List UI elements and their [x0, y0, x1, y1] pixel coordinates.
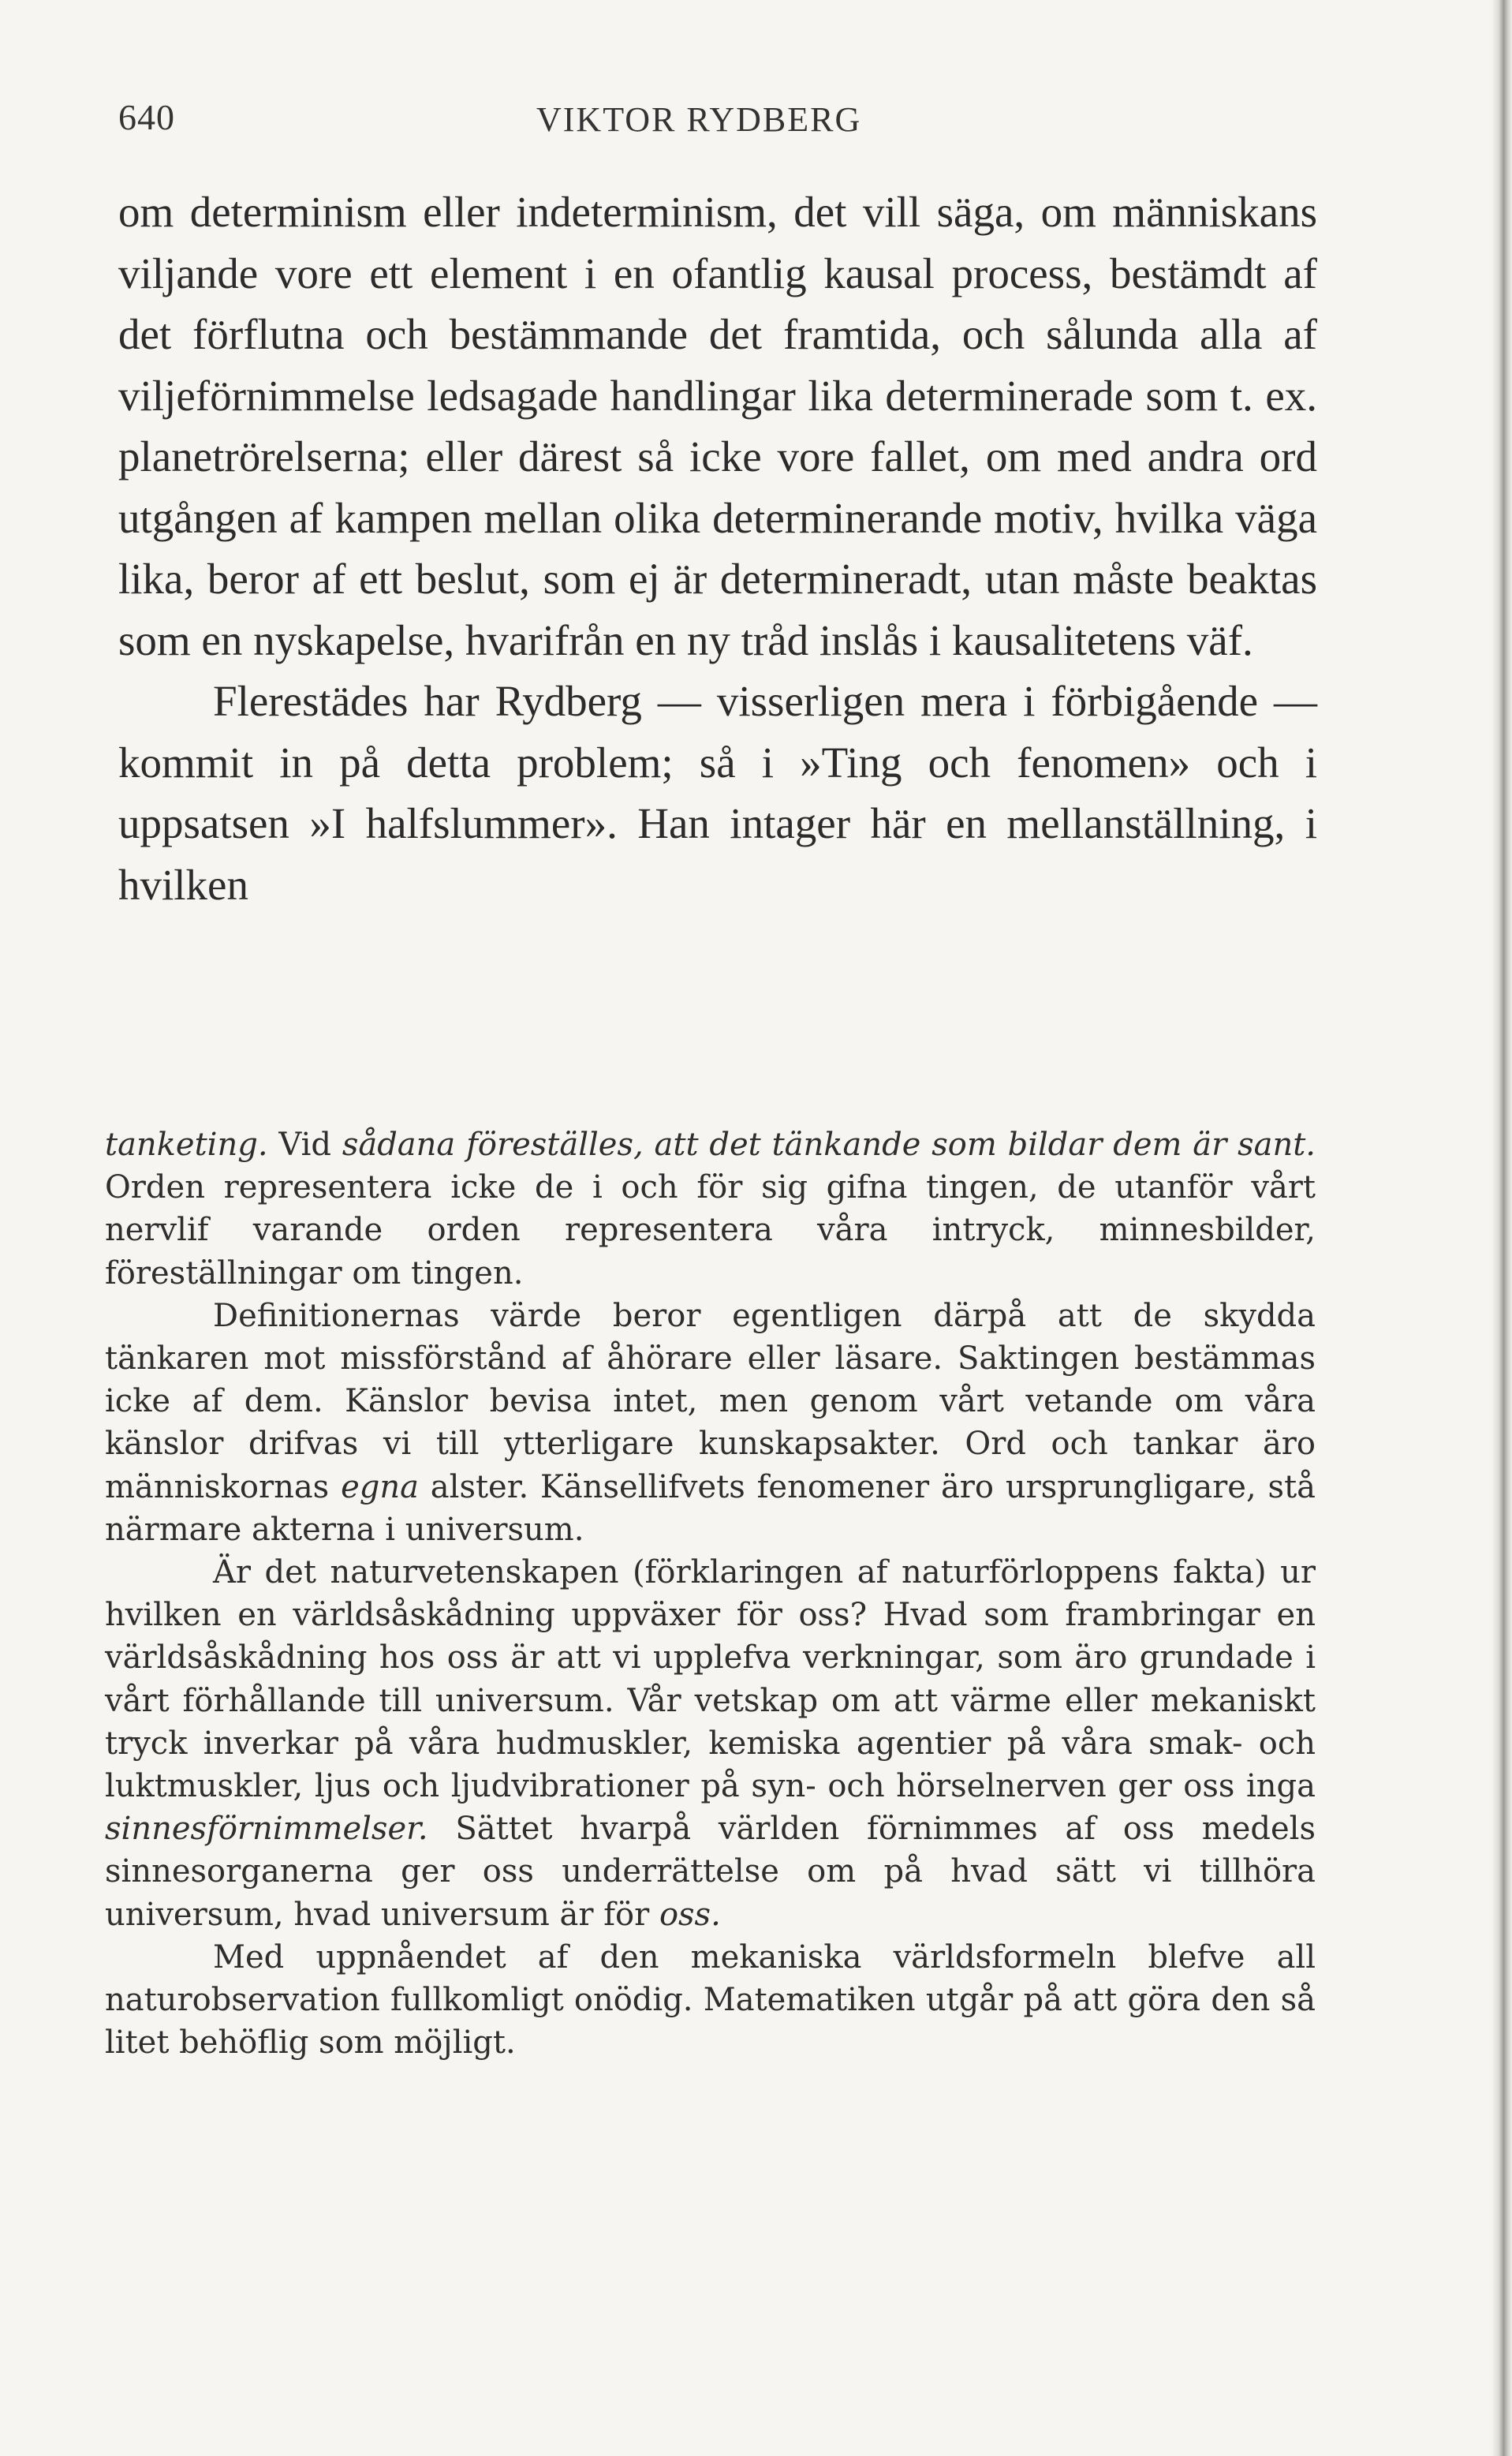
page-number: 640 [118, 97, 175, 137]
note-paragraph [105, 1295, 1316, 1551]
note-italic: egna [341, 1468, 419, 1505]
notes-section [105, 1123, 1316, 2064]
note-paragraph [105, 1123, 1316, 1295]
note-text: alster. Känsellifvets fenomener äro ursprungligare, stå närmare akterna i universum. [105, 1468, 1316, 1548]
note-paragraph: Med uppnåendet af den mekaniska världsformeln blefve all naturobservation fullkomligt onödig. Matematiken utgår på att göra den så litet behöflig som möjligt. [105, 1938, 1316, 2062]
note-paragraph [105, 1551, 1316, 1936]
page-header [118, 96, 1325, 151]
note-text: Vid [267, 1127, 342, 1163]
note-italic: oss. [659, 1896, 721, 1933]
main-paragraph: Flerestädes har Rydberg — visserligen mera i förbigående — kommit in på detta problem; så i »Ting och fenomen» och i uppsatsen »I halfslummer». Han intager här en mellanställning, i hvilken [118, 677, 1317, 909]
running-head: VIKTOR RYDBERG [536, 100, 862, 139]
main-paragraph: om determinism eller indeterminism, det vill säga, om människans viljande vore ett element i en ofantlig kausal process, bestämdt af det förflutna och bestämmande det framtida, och sålunda alla af viljeförnimmelse ledsagade handlingar lika determinerade som t. ex. planetrörelserna; eller därest så icke vore fallet, om med andra ord utgången af kampen mellan olika determinerande motiv, hvilka väga lika, beror af ett beslut, som ej är determineradt, utan måste beaktas som en nyskapelse, hvarifrån en ny tråd inslås i kausalitetens väf. [118, 188, 1317, 664]
note-text: Definitionernas värde beror egentligen därpå att de skydda tänkaren mot missförstånd af åhörare eller läsare. Saktingen bestämmas icke af dem. Känslor bevisa intet, men genom vårt vetande om våra känslor drifvas vi till ytterligare kunskapsakter. Ord och tankar äro människornas [105, 1297, 1316, 1505]
note-italic: tanketing. [105, 1127, 268, 1163]
note-italic: sinnesförnimmelser. [105, 1811, 428, 1848]
main-text [118, 181, 1317, 915]
note-text: Sättet hvarpå världen förnimmes af oss medels sinnesorganerna ger oss underrättelse om på hvad sätt vi tillhöra universum, hvad universum är för [105, 1811, 1316, 1933]
note-text: Orden representera icke de i och för sig gifna tingen, de utanför vårt nervlif varande orden representera våra intryck, minnesbilder, föreställningar om tingen. [105, 1169, 1316, 1292]
note-text: Är det naturvetenskapen (förklaringen af naturförloppens fakta) ur hvilken en världsåskådning uppväxer för oss? Hvad som frambringar en världsåskådning hos oss är att vi upplefva verkningar, som äro grundade i vårt förhållande till universum. Vår vetskap om att värme eller mekaniskt tryck inverkar på våra hudmuskler, kemiska agentier på våra smak- och luktmuskler, ljus och ljudvibrationer på syn- och hörselnerven ger oss inga [105, 1554, 1316, 1805]
page-edge [1491, 0, 1512, 2456]
note-italic: sådana föreställes, att det tänkande som bildar dem är sant. [342, 1127, 1316, 1163]
